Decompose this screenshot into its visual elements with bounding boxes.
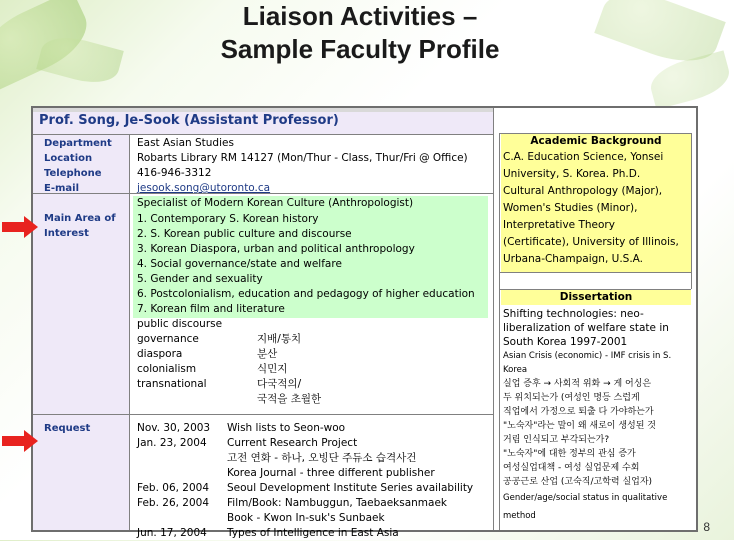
request-date: Jan. 23, 2004 — [137, 437, 207, 449]
request-text: Types of Intelligence in East Asia — [227, 527, 399, 539]
red-arrow-icon — [2, 216, 38, 238]
label-interest-1: Main Area of — [44, 213, 116, 224]
request-text: Current Research Project — [227, 437, 358, 449]
label-email: E-mail — [44, 183, 80, 194]
note-line: Gender/age/social status in qualitative — [503, 493, 668, 503]
request-date: Feb. 26, 2004 — [137, 497, 210, 509]
name-row-gray-strip — [33, 108, 493, 112]
term-english: governance — [137, 333, 199, 345]
request-text: Seoul Development Institute Series availability — [227, 482, 474, 494]
interest-item: 6. Postcolonialism, education and pedagogy of higher education — [137, 288, 475, 300]
term-korean: 국적을 초월한 — [257, 393, 322, 405]
red-arrow-icon — [2, 430, 38, 452]
note-line: 여성실업대책 - 여성 실업문제 수회 — [503, 463, 640, 473]
profile-name: Prof. Song, Je-Sook (Assistant Professor) — [39, 113, 339, 128]
email-value[interactable]: jesook.song@utoronto.ca — [137, 182, 271, 194]
term-english: public discourse — [137, 318, 223, 330]
request-text: Film/Book: Nambuggun, Taebaeksanmaek — [227, 497, 448, 509]
academic-line: Women's Studies (Minor), — [503, 202, 638, 214]
interest-item: 1. Contemporary S. Korean history — [137, 213, 319, 225]
grid-line — [33, 414, 493, 415]
note-line: method — [503, 511, 536, 521]
interest-item: 3. Korean Diaspora, urban and political anthropology — [137, 243, 415, 255]
note-line: 거림 인식되고 부각되는가? — [503, 435, 610, 445]
location-value: Robarts Library RM 14127 (Mon/Thur - Class, Thur/Fri @ Office) — [137, 152, 468, 164]
label-department: Department — [44, 138, 112, 149]
slide-title — [0, 0, 720, 66]
term-korean: 식민지 — [257, 363, 288, 375]
interest-item: 4. Social governance/state and welfare — [137, 258, 342, 270]
grid-line — [129, 134, 130, 530]
request-text: Korea Journal - three different publisher — [227, 467, 435, 479]
note-line: 공공근로 산업 (고숙직/고학력 실업자) — [503, 477, 653, 487]
academic-line: (Certificate), University of Illinois, — [503, 236, 679, 248]
academic-line: Interpretative Theory — [503, 219, 615, 231]
request-date: Feb. 06, 2004 — [137, 482, 210, 494]
grid-line — [499, 133, 500, 530]
academic-line: Urbana-Champaign, U.S.A. — [503, 253, 644, 265]
faculty-profile-sheet — [31, 106, 698, 539]
label-interest-2: Interest — [44, 228, 89, 239]
term-english: diaspora — [137, 348, 183, 360]
interest-item: 7. Korean film and literature — [137, 303, 285, 315]
term-korean: 분산 — [257, 348, 278, 360]
label-request: Request — [44, 423, 91, 434]
academic-line: University, S. Korea. Ph.D. — [503, 168, 641, 180]
request-text: Wish lists to Seon-woo — [227, 422, 346, 434]
note-line: 두 위치되는가 (여성인 명등 스럽게 — [503, 393, 640, 403]
academic-line: Cultural Anthropology (Major), — [503, 185, 663, 197]
title-line-2: Sample Faculty Profile — [220, 34, 500, 64]
request-date: Jun. 17, 2004 — [137, 527, 207, 539]
dissertation-line: Shifting technologies: neo- — [503, 308, 644, 320]
label-location: Location — [44, 153, 93, 164]
academic-header: Academic Background — [530, 135, 662, 147]
interest-item: 2. S. Korean public culture and discourse — [137, 228, 352, 240]
dissertation-line: liberalization of welfare state in — [503, 322, 669, 334]
grid-line — [499, 272, 691, 273]
academic-line: C.A. Education Science, Yonsei — [503, 151, 664, 163]
interest-item: 5. Gender and sexuality — [137, 273, 263, 285]
title-line-1: Liaison Activities – — [242, 1, 478, 31]
request-text: 고전 연화 - 하나, 오빙단 주듀소 습격사건 — [227, 452, 417, 464]
note-line: "노숙자"라는 말이 왜 새로이 생성된 것 — [503, 421, 656, 431]
term-korean: 다국적의/ — [257, 378, 302, 390]
term-korean: 지배/통치 — [257, 333, 302, 345]
label-telephone: Telephone — [44, 168, 102, 179]
request-text: Book - Kwon In-suk's Sunbaek — [227, 512, 385, 524]
term-english: colonialism — [137, 363, 197, 375]
request-date: Nov. 30, 2003 — [137, 422, 211, 434]
dissertation-line: South Korea 1997-2001 — [503, 336, 628, 348]
term-english: transnational — [137, 378, 207, 390]
dissertation-header: Dissertation — [559, 291, 633, 303]
grid-line — [691, 133, 692, 289]
grid-line — [33, 134, 493, 135]
page-number: 8 — [703, 520, 710, 534]
note-line: Asian Crisis (economic) - IMF crisis in S. — [503, 351, 672, 361]
note-line: Korea — [503, 365, 528, 375]
note-line: 실업 증후 → 사회적 위화 → 게 어싱은 — [503, 379, 652, 389]
interest-heading: Specialist of Modern Korean Culture (Anthropologist) — [137, 197, 414, 209]
department-value: East Asian Studies — [137, 137, 234, 149]
note-line: "노숙자"에 대한 정부의 관심 증가 — [503, 449, 636, 459]
grid-line — [493, 108, 494, 530]
note-line: 직업에서 가정으로 퇴출 다 가야하는가 — [503, 407, 654, 417]
telephone-value: 416-946-3312 — [137, 167, 212, 179]
